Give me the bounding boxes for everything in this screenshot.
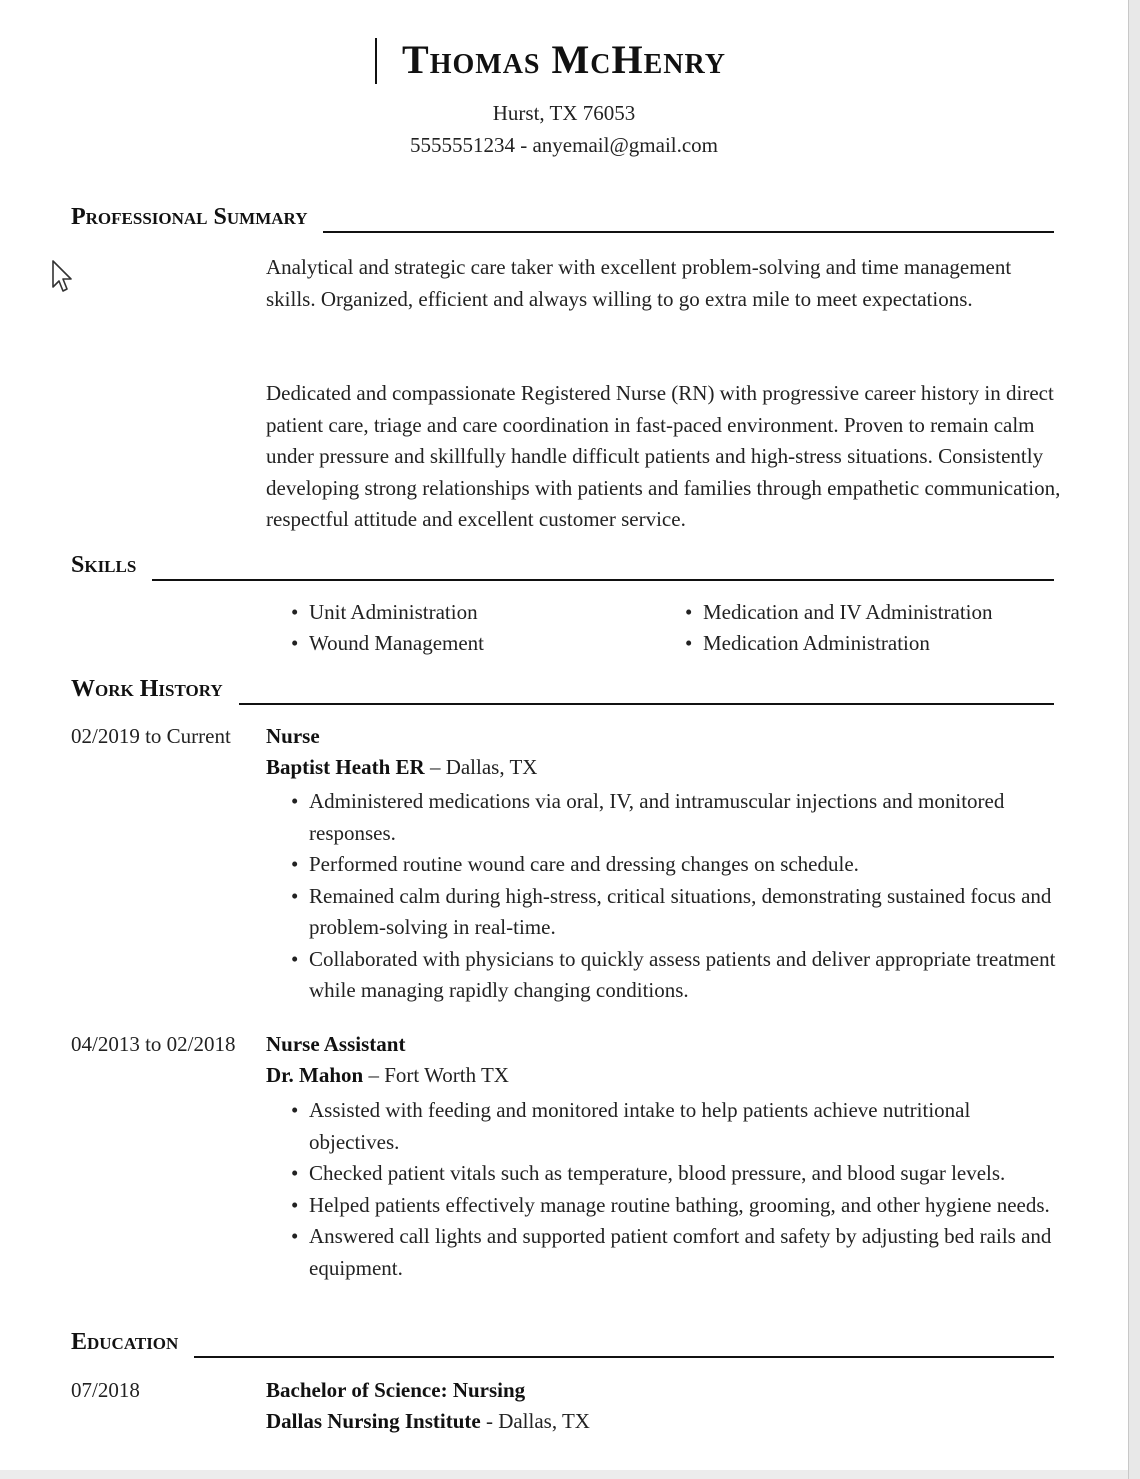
summary-paragraph-2[interactable]: Dedicated and compassionate Registered Nurse (RN) with progressive career history in direct patient care, triage and care coordination in fast-paced environment. Proven to remain calm under pressure and skillfully handle difficult patients and high-stress situations. Consistently developing strong relationships with patients and families through empathetic communication, respectful attitude and excellent customer service. <box>266 381 1061 531</box>
address-line[interactable]: Hurst, TX 76053 <box>492 101 636 125</box>
education-degree-line[interactable] <box>266 1378 525 1403</box>
education-title[interactable]: Education <box>71 1329 179 1355</box>
job-dates[interactable]: 02/2019 to Current <box>71 724 231 748</box>
job-bullets <box>289 1095 1059 1284</box>
job-employer-line[interactable] <box>266 755 537 780</box>
summary-section-header <box>71 205 1054 229</box>
skills-list-left <box>289 597 484 659</box>
list-item[interactable]: • Remained calm during high-stress, critical situations, demonstrating sustained focus and problem-solving in real-time. <box>289 881 1059 944</box>
candidate-name[interactable]: Thomas McHenry <box>402 37 726 82</box>
section-divider <box>194 1356 1054 1358</box>
summary-title[interactable]: Professional Summary <box>71 204 308 230</box>
education-location: - Dallas, TX <box>480 1409 590 1433</box>
education-school: Dallas Nursing Institute <box>266 1409 481 1433</box>
skills-title[interactable]: Skills <box>71 552 137 578</box>
job-bullets <box>289 786 1059 1007</box>
job-employer-line[interactable] <box>266 1063 509 1088</box>
list-item[interactable]: • Assisted with feeding and monitored intake to help patients achieve nutritional objectives. <box>289 1095 1059 1158</box>
section-divider <box>239 703 1054 705</box>
page-bottom-edge <box>0 1470 1128 1479</box>
job-location: – Fort Worth TX <box>363 1063 509 1087</box>
education-section-header <box>71 1330 1054 1354</box>
job-location: – Dallas, TX <box>424 755 538 779</box>
mouse-pointer-icon <box>50 259 76 295</box>
work-title[interactable]: Work History <box>71 676 223 702</box>
skills-section-header <box>71 553 1054 577</box>
work-section-header <box>71 677 1054 701</box>
summary-paragraph-1[interactable]: Analytical and strategic care taker with excellent problem-solving and time management skills. Organized, efficient and always willing to go extra mile to meet expectations. <box>266 255 1012 311</box>
scrollbar-track[interactable] <box>1128 0 1140 1479</box>
skill-item[interactable]: • Medication and IV Administration <box>683 597 993 628</box>
section-divider <box>323 231 1054 233</box>
section-divider <box>152 579 1054 581</box>
education-school-line[interactable] <box>266 1409 590 1434</box>
list-item[interactable]: • Answered call lights and supported patient comfort and safety by adjusting bed rails and equipment. <box>289 1221 1059 1284</box>
job-employer: Dr. Mahon <box>266 1063 364 1087</box>
list-item[interactable]: • Checked patient vitals such as temperature, blood pressure, and blood sugar levels. <box>289 1158 1059 1190</box>
education-field: : Nursing <box>440 1378 526 1402</box>
skill-item[interactable]: • Medication Administration <box>683 628 993 659</box>
job-employer: Baptist Heath ER <box>266 755 425 779</box>
list-item[interactable]: • Collaborated with physicians to quickly assess patients and deliver appropriate treatment while managing rapidly changing conditions. <box>289 944 1059 1007</box>
skill-item[interactable]: • Wound Management <box>289 628 484 659</box>
job-title[interactable]: Nurse <box>266 724 320 748</box>
education-date[interactable]: 07/2018 <box>71 1378 140 1402</box>
job-dates[interactable]: 04/2013 to 02/2018 <box>71 1032 236 1056</box>
skill-item[interactable]: • Unit Administration <box>289 597 484 628</box>
job-title[interactable]: Nurse Assistant <box>266 1032 406 1056</box>
phone-email-line[interactable]: 5555551234 - anyemail@gmail.com <box>409 133 719 157</box>
list-item[interactable]: • Administered medications via oral, IV, and intramuscular injections and monitored responses. <box>289 786 1059 849</box>
skills-list-right <box>683 597 993 659</box>
list-item[interactable]: • Performed routine wound care and dressing changes on schedule. <box>289 849 1059 881</box>
education-degree: Bachelor of Science <box>266 1378 441 1402</box>
list-item[interactable]: • Helped patients effectively manage routine bathing, grooming, and other hygiene needs. <box>289 1190 1059 1222</box>
